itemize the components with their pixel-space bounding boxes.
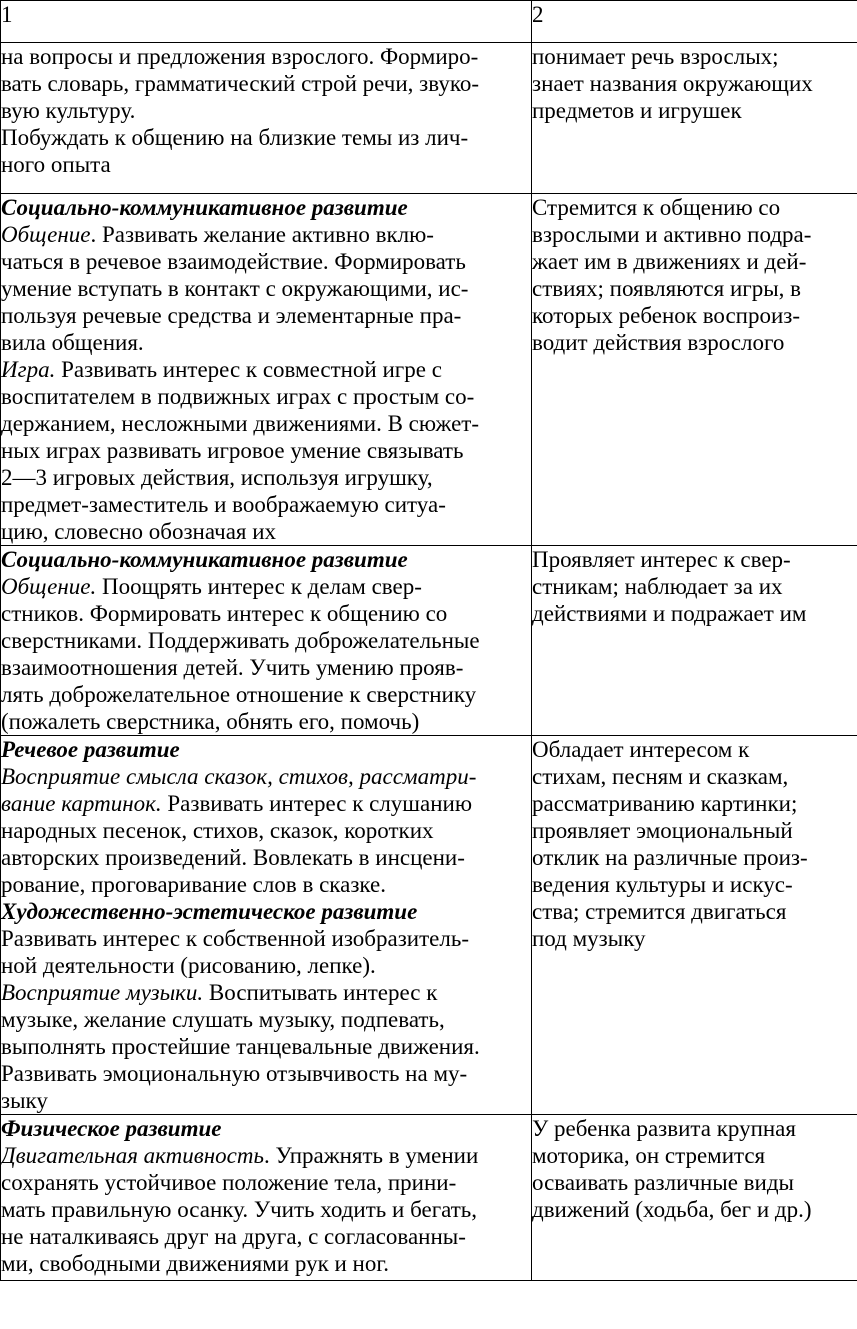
section-heading: Художественно-эстетическое развитие: [1, 899, 418, 924]
goals-cell: [1, 1115, 532, 1281]
body-text: умение вступать в контакт с окружающими, ис-: [1, 276, 469, 301]
text-line: знает названия окружающих: [532, 71, 813, 96]
text-line: водит действия взрослого: [532, 330, 785, 355]
text-line: [1, 871, 531, 898]
body-text: стников. Формировать интерес к общению со: [1, 601, 448, 626]
text-line: взрослыми и активно подра-: [532, 222, 812, 247]
outcomes-cell: [532, 1115, 857, 1281]
table-row: [1, 736, 857, 1115]
body-text: вую культуру.: [1, 98, 136, 123]
text-line: осваивать различные виды: [532, 1170, 795, 1195]
text-line: понимает речь взрослых;: [532, 44, 779, 69]
header-row: [1, 1, 857, 43]
text-line: ведения культуры и искус-: [532, 872, 793, 897]
body-text: на вопросы и предложения взрослого. Формиро-: [1, 44, 479, 69]
text-line: [1, 898, 531, 925]
body-text: сохранять устойчивое положение тела, прини-: [1, 1170, 457, 1195]
body-text: Развивать интерес к собственной изобразитель-: [1, 926, 469, 951]
text-line: стихам, песням и сказкам,: [532, 764, 789, 789]
body-text: сверстниками. Поддерживать доброжелательные: [1, 628, 480, 653]
body-text: предмет-заместитель и воображаемую ситуа-: [1, 492, 446, 517]
body-text: Поощрять интерес к делам свер-: [96, 574, 422, 599]
text-line: [1, 1169, 531, 1196]
text-line: [1, 736, 531, 763]
body-text: вила общения.: [1, 330, 144, 355]
text-line: [1, 97, 531, 124]
body-text: ных играх развивать игровое умение связывать: [1, 438, 464, 463]
table-row: [1, 1115, 857, 1281]
body-text: цию, словесно обозначая их: [1, 519, 277, 544]
body-text: Развивать интерес к совместной игре с: [55, 357, 442, 382]
body-text: выполнять простейшие танцевальные движения.: [1, 1034, 480, 1059]
body-text: взаимоотношения детей. Учить умению прояв-: [1, 655, 464, 680]
body-text: Развивать эмоциональную отзывчивость на му-: [1, 1061, 468, 1086]
body-text: музыке, желание слушать музыку, подпевать,: [1, 1007, 445, 1032]
text-line: [1, 221, 531, 248]
text-line: Стремится к общению со: [532, 195, 781, 220]
body-text: народных песенок, стихов, сказок, коротких: [1, 818, 434, 843]
text-line: [1, 1006, 531, 1033]
text-line: [1, 383, 531, 410]
section-heading: Социально-коммуникативное развитие: [1, 547, 408, 572]
body-text: не наталкиваясь друг на друга, с согласованны-: [1, 1224, 466, 1249]
text-line: которых ребенок воспроиз-: [532, 303, 801, 328]
text-line: [1, 151, 531, 178]
subsection-label: Восприятие музыки.: [1, 980, 204, 1005]
subsection-label: Восприятие смысла сказок, стихов, рассматри-: [1, 764, 477, 789]
text-line: [1, 356, 531, 383]
body-text: рование, проговаривание слов в сказке.: [1, 872, 386, 897]
text-line: [1, 464, 531, 491]
body-text: зыку: [1, 1088, 48, 1113]
text-line: [1, 491, 531, 518]
body-text: . Упражнять в умении: [263, 1143, 479, 1168]
text-line: Проявляет интерес к свер-: [532, 547, 791, 572]
body-text: воспитателем в подвижных играх с простым со-: [1, 384, 475, 409]
text-line: ствиях; появляются игры, в: [532, 276, 802, 301]
text-line: [1, 925, 531, 952]
outcomes-cell: [532, 736, 857, 1115]
text-line: [1, 410, 531, 437]
text-line: [1, 600, 531, 627]
goals-cell: [1, 194, 532, 546]
text-line: рассматриванию картинки;: [532, 791, 798, 816]
text-line: [1, 979, 531, 1006]
text-line: [1, 546, 531, 573]
body-text: чаться в речевое взаимодействие. Формировать: [1, 249, 466, 274]
section-heading: Социально-коммуникативное развитие: [1, 195, 408, 220]
text-line: [1, 1115, 531, 1142]
text-line: [1, 654, 531, 681]
goals-cell: [1, 736, 532, 1115]
text-line: отклик на различные произ-: [532, 845, 808, 870]
body-text: лять доброжелательное отношение к сверстнику: [1, 682, 477, 707]
text-line: [1, 627, 531, 654]
text-line: [1, 1250, 531, 1277]
subsection-label: Общение.: [1, 574, 97, 599]
text-line: [1, 518, 531, 545]
subsection-label: Общение: [1, 222, 91, 247]
body-text: Развивать интерес к слушанию: [161, 791, 473, 816]
text-line: [1, 708, 531, 735]
body-text: мать правильную осанку. Учить ходить и бегать,: [1, 1197, 478, 1222]
table-row: [1, 546, 857, 736]
text-line: стникам; наблюдает за их: [532, 574, 783, 599]
text-line: действиями и подражает им: [532, 601, 807, 626]
section-heading: Физическое развитие: [1, 1116, 222, 1141]
table-row: [1, 194, 857, 546]
body-text: Побуждать к общению на близкие темы из лич-: [1, 125, 469, 150]
body-text: ного опыта: [1, 152, 111, 177]
outcomes-cell: [532, 43, 857, 194]
text-line: [1, 817, 531, 844]
body-text: ной деятельности (рисованию, лепке).: [1, 953, 376, 978]
text-line: [1, 275, 531, 302]
text-line: [1, 1087, 531, 1114]
body-text: (пожалеть сверстника, обнять его, помочь): [1, 709, 420, 734]
text-line: [1, 43, 531, 70]
column-header-1: 1: [1, 1, 532, 43]
text-line: [1, 1223, 531, 1250]
goals-cell: [1, 43, 532, 194]
subsection-label: Игра.: [1, 357, 56, 382]
body-text: вать словарь, грамматический строй речи, звуко-: [1, 71, 480, 96]
text-line: движений (ходьба, бег и др.): [532, 1197, 812, 1222]
body-text: ми, свободными движениями рук и ног.: [1, 1251, 389, 1276]
text-line: [1, 844, 531, 871]
body-text: авторских произведений. Вовлекать в инсцени-: [1, 845, 465, 870]
body-text: Воспитывать интерес к: [203, 980, 438, 1005]
goals-cell: [1, 546, 532, 736]
body-text: 2—3 игровых действия, используя игрушку,: [1, 465, 433, 490]
text-line: [1, 1196, 531, 1223]
text-line: [1, 437, 531, 464]
text-line: [1, 248, 531, 275]
text-line: [1, 790, 531, 817]
section-heading: Речевое развитие: [1, 737, 180, 762]
text-line: Обладает интересом к: [532, 737, 750, 762]
text-line: предметов и игрушек: [532, 98, 742, 123]
text-line: [1, 1060, 531, 1087]
text-line: [1, 329, 531, 356]
text-line: [1, 952, 531, 979]
outcomes-cell: [532, 546, 857, 736]
text-line: [1, 1142, 531, 1169]
text-line: [1, 302, 531, 329]
outcomes-cell: [532, 194, 857, 546]
column-header-2: 2: [532, 1, 857, 43]
text-line: [1, 763, 531, 790]
text-line: [1, 681, 531, 708]
body-text: пользуя речевые средства и элементарные пра-: [1, 303, 462, 328]
text-line: ства; стремится двигаться: [532, 899, 787, 924]
text-line: моторика, он стремится: [532, 1143, 766, 1168]
text-line: жает им в движениях и дей-: [532, 249, 807, 274]
text-line: под музыку: [532, 926, 646, 951]
text-line: [1, 70, 531, 97]
subsection-label: Двигательная активность: [1, 1143, 264, 1168]
text-line: У ребенка развита крупная: [532, 1116, 796, 1141]
body-text: держанием, несложными движениями. В сюжет-: [1, 411, 480, 436]
body-text: . Развивать желание активно вклю-: [90, 222, 434, 247]
text-line: [1, 573, 531, 600]
subsection-label: вание картинок.: [1, 791, 162, 816]
table-row: [1, 43, 857, 194]
text-line: проявляет эмоциональный: [532, 818, 793, 843]
text-line: [1, 194, 531, 221]
text-line: [1, 124, 531, 151]
text-line: [1, 1033, 531, 1060]
